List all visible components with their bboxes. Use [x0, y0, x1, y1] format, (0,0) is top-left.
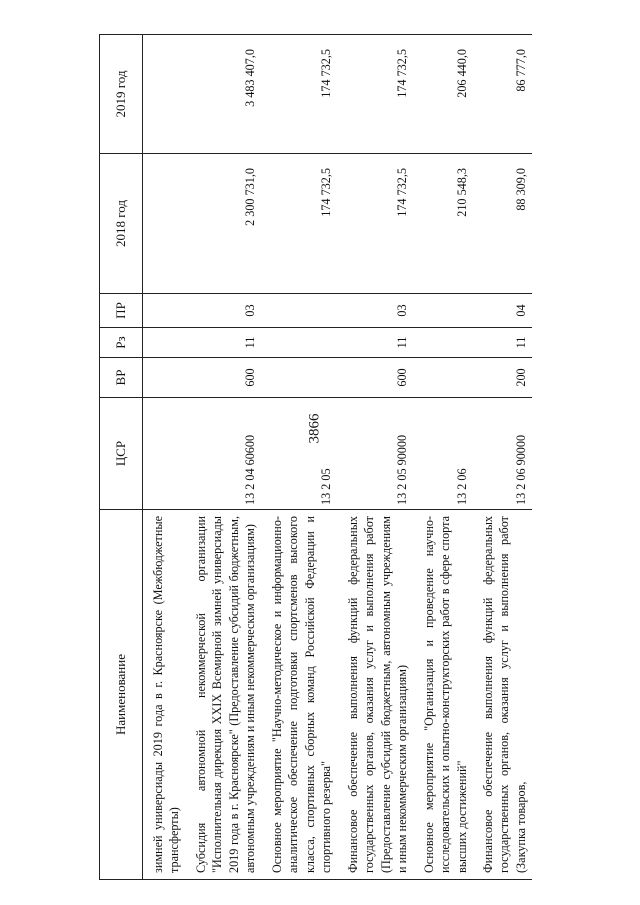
row-2019: 174 732,5	[262, 35, 338, 154]
table-header-row	[100, 35, 143, 880]
row-pr: 03	[186, 294, 262, 328]
row-pr	[414, 294, 473, 328]
row-2018: 2 300 731,0	[186, 154, 262, 294]
header-vr: ВР	[100, 358, 143, 398]
row-csr: 13 2 06	[414, 398, 473, 510]
row-2018: 174 732,5	[338, 154, 414, 294]
table-row	[473, 35, 532, 880]
row-2018	[143, 154, 186, 294]
page-number: 3866	[306, 413, 323, 444]
row-csr	[143, 398, 186, 510]
row-2018: 174 732,5	[262, 154, 338, 294]
row-2019: 206 440,0	[414, 35, 473, 154]
row-vr: 200	[473, 358, 532, 398]
row-rz: 11	[473, 328, 532, 358]
row-pr	[143, 294, 186, 328]
row-csr: 13 2 06 90000	[473, 398, 532, 510]
row-vr	[143, 358, 186, 398]
row-pr	[262, 294, 338, 328]
row-2018: 88 309,0	[473, 154, 532, 294]
header-csr: ЦСР	[100, 398, 143, 510]
row-csr: 13 2 04 60600	[186, 398, 262, 510]
row-vr: 600	[338, 358, 414, 398]
rotated-table-container	[99, 35, 629, 880]
table-row	[262, 35, 338, 880]
row-2019: 3 483 407,0	[186, 35, 262, 154]
budget-table	[99, 34, 532, 880]
row-name: Финансовое обеспечение выполнения функций федеральных государственных органов, оказания услуг и выполнения работ (Закупка товаров,	[473, 510, 532, 880]
row-name: Финансовое обеспечение выполнения функций федеральных государственных органов, оказания услуг и выполнения работ (Предоставление субсидий бюджетным, автономным учреждениям и иным некоммерческим организациям)	[338, 510, 414, 880]
row-csr: 13 2 05	[262, 398, 338, 510]
row-pr: 04	[473, 294, 532, 328]
row-name: Основное мероприятие "Организация и проведение научно-исследовательских и опытно-конструкторских работ в сфере спорта высших достижений"	[414, 510, 473, 880]
row-rz: 11	[186, 328, 262, 358]
row-2019: 86 777,0	[473, 35, 532, 154]
table-row	[338, 35, 414, 880]
row-2019	[143, 35, 186, 154]
header-2018: 2018 год	[100, 154, 143, 294]
row-vr	[414, 358, 473, 398]
row-name: зимней универсиады 2019 года в г. Красноярске (Межбюджетные трансферты)	[143, 510, 186, 880]
table-row	[143, 35, 186, 880]
row-vr: 600	[186, 358, 262, 398]
row-2019: 174 732,5	[338, 35, 414, 154]
row-rz: 11	[338, 328, 414, 358]
row-csr: 13 2 05 90000	[338, 398, 414, 510]
header-pr: ПР	[100, 294, 143, 328]
table-row	[414, 35, 473, 880]
header-name: Наименование	[100, 510, 143, 880]
header-2019: 2019 год	[100, 35, 143, 154]
table-row	[186, 35, 262, 880]
row-2018: 210 548,3	[414, 154, 473, 294]
row-rz	[414, 328, 473, 358]
row-pr: 03	[338, 294, 414, 328]
row-name: Основное мероприятие "Научно-методическое и информационно-аналитическое обеспечение подготовки спортсменов высокого класса, спортивных сборных команд Российской Федерации и спортивного резерва"	[262, 510, 338, 880]
row-rz	[143, 328, 186, 358]
row-rz	[262, 328, 338, 358]
header-rz: Рз	[100, 328, 143, 358]
row-vr	[262, 358, 338, 398]
row-name: Субсидия автономной некоммерческой организации "Исполнительная дирекция XXIX Всемирной зимней универсиады 2019 года в г. Красноярске" (Предоставление субсидий бюджетным, автономным учреждениям и иным некоммерческим организациям)	[186, 510, 262, 880]
